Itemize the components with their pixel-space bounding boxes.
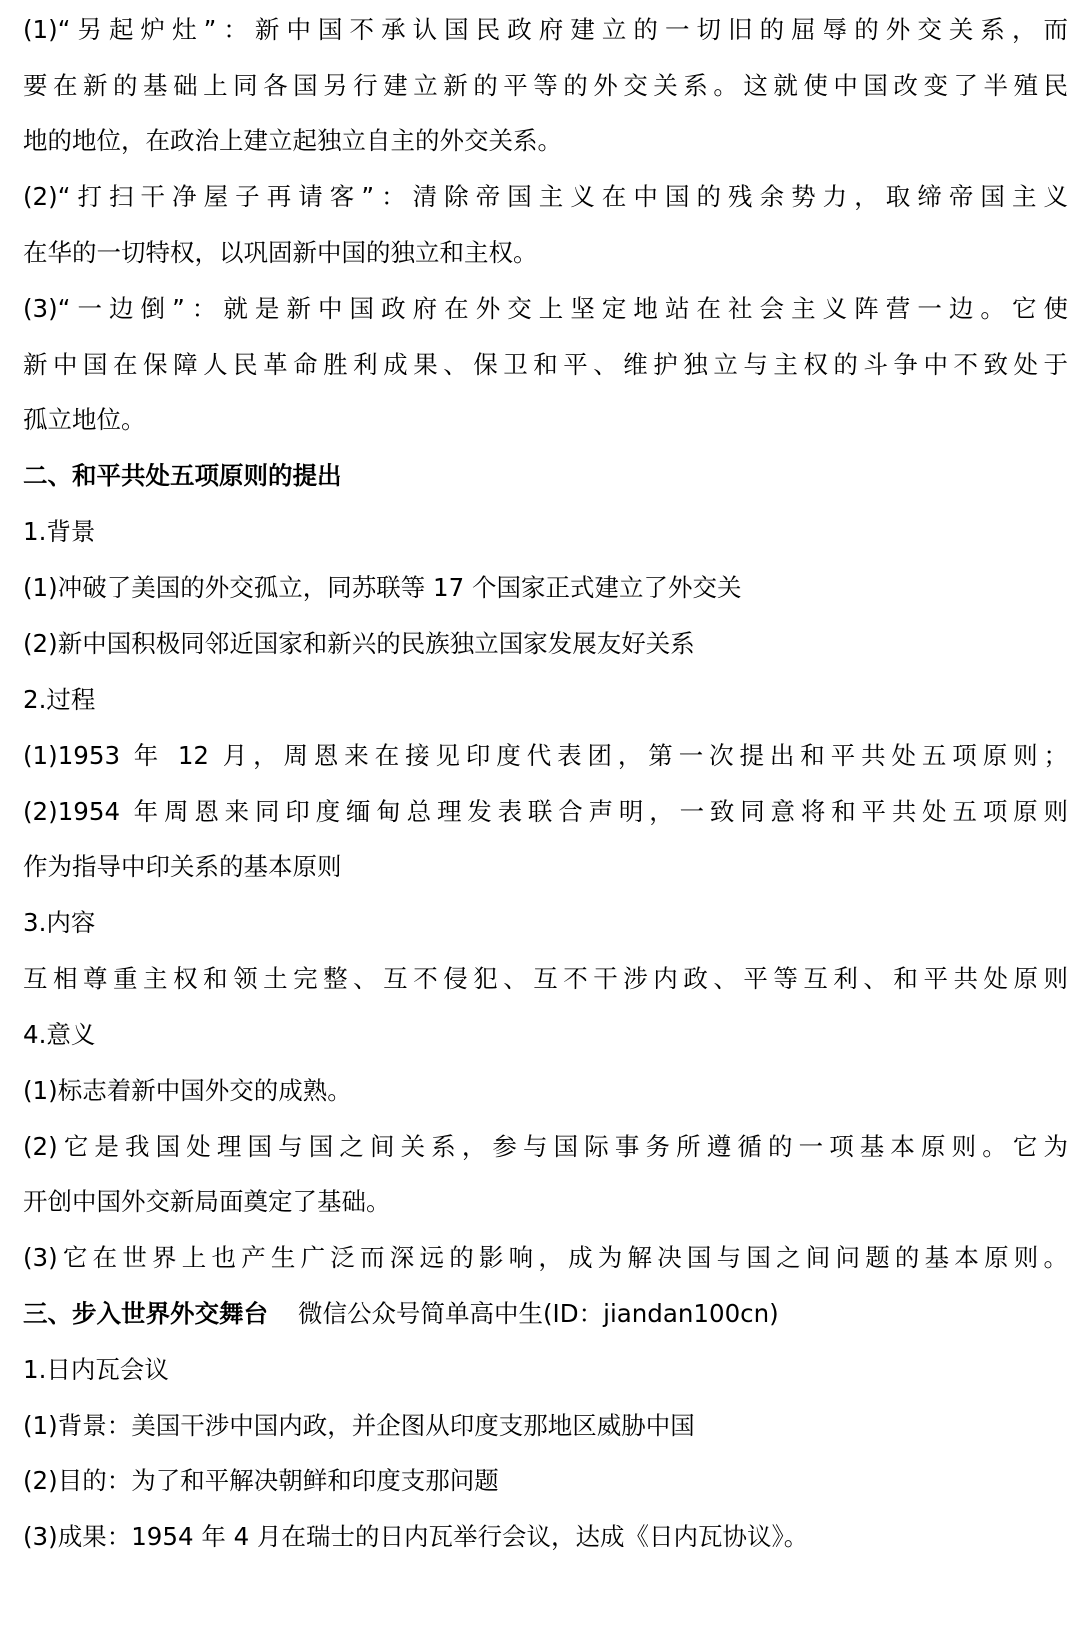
paragraph-line: 作为指导中印关系的基本原则	[23, 852, 342, 881]
paragraph-line: (1)标志着新中国外交的成熟。	[23, 1076, 352, 1105]
paragraph-line: (1)“另起炉灶”：新中国不承认国民政府建立的一切旧的屈辱的外交关系，而	[23, 15, 1068, 44]
paragraph-line: 孤立地位。	[23, 405, 146, 434]
paragraph-line: (2)它是我国处理国与国之间关系，参与国际事务所遵循的一项基本原则。它为	[23, 1132, 1068, 1161]
paragraph-line: 地的地位，在政治上建立起独立自主的外交关系。	[23, 126, 562, 155]
paragraph-line: (2)“打扫干净屋子再请客”：清除帝国主义在中国的残余势力，取缔帝国主义	[23, 182, 1068, 211]
paragraph-line: 要在新的基础上同各国另行建立新的平等的外交关系。这就使中国改变了半殖民	[23, 71, 1068, 100]
paragraph-line: (2)新中国积极同邻近国家和新兴的民族独立国家发展友好关系	[23, 629, 695, 658]
paragraph-line: 开创中国外交新局面奠定了基础。	[23, 1187, 391, 1216]
paragraph-line: 新中国在保障人民革命胜利成果、保卫和平、维护独立与主权的斗争中不致处于	[23, 350, 1068, 379]
paragraph-line: (3)它在世界上也产生广泛而深远的影响，成为解决国与国之间问题的基本原则。	[23, 1243, 1068, 1272]
paragraph-line: 互相尊重主权和领土完整、互不侵犯、互不干涉内政、平等互利、和平共处原则	[23, 964, 1068, 993]
document-page	[23, 0, 1068, 1637]
paragraph-line: (1)冲破了美国的外交孤立，同苏联等 17 个国家正式建立了外交关	[23, 573, 742, 602]
section-heading: 二、和平共处五项原则的提出	[23, 461, 342, 490]
paragraph-line: (1)1953 年 12 月，周恩来在接见印度代表团，第一次提出和平共处五项原则；	[23, 741, 1068, 770]
paragraph-line: (2)目的：为了和平解决朝鲜和印度支那问题	[23, 1466, 499, 1495]
paragraph-line: (3)“一边倒”：就是新中国政府在外交上坚定地站在社会主义阵营一边。它使	[23, 294, 1068, 323]
watermark-text: 微信公众号简单高中生(ID：jiandan100cn)	[298, 1299, 779, 1328]
paragraph-line: (3)成果：1954 年 4 月在瑞士的日内瓦举行会议，达成《日内瓦协议》。	[23, 1522, 809, 1551]
section-heading-row	[23, 1294, 1068, 1334]
subheading: 1.日内瓦会议	[23, 1355, 169, 1384]
subheading: 3.内容	[23, 908, 96, 937]
subheading: 4.意义	[23, 1020, 96, 1049]
paragraph-line: 在华的一切特权，以巩固新中国的独立和主权。	[23, 238, 538, 267]
paragraph-line: (2)1954 年周恩来同印度缅甸总理发表联合声明，一致同意将和平共处五项原则	[23, 797, 1068, 826]
subheading: 1.背景	[23, 517, 96, 546]
subheading: 2.过程	[23, 685, 96, 714]
section-heading: 三、步入世界外交舞台	[23, 1299, 268, 1328]
paragraph-line: (1)背景：美国干涉中国内政，并企图从印度支那地区威胁中国	[23, 1411, 695, 1440]
